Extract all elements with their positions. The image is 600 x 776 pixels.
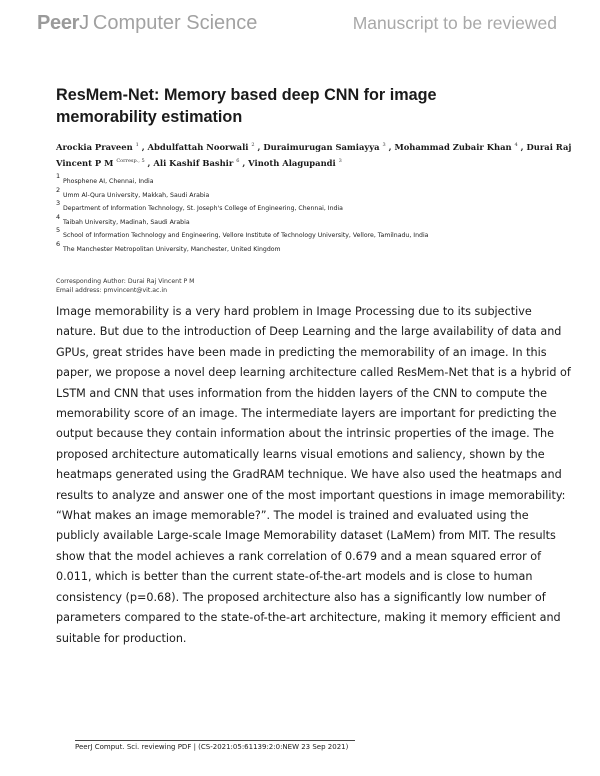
corresponding-author-block xyxy=(56,278,195,295)
author-separator: , xyxy=(257,142,264,152)
footer-divider xyxy=(75,740,355,741)
author-list xyxy=(56,138,576,170)
affiliation-number: 1 xyxy=(56,172,61,180)
review-status: Manuscript to be reviewed xyxy=(352,12,557,33)
author-name[interactable]: Abdulfattah Noorwali xyxy=(147,142,249,152)
journal-name: Computer Science xyxy=(92,11,258,34)
affiliation-number: 2 xyxy=(56,185,61,194)
author-name[interactable]: Durai Raj Vincent P M xyxy=(56,142,572,168)
affiliation-number: 3 xyxy=(56,199,61,207)
author-affiliation-ref: 3 xyxy=(382,142,386,148)
author-separator: , xyxy=(141,142,148,152)
author-name[interactable]: Arockia Praveen xyxy=(56,142,133,152)
author-name[interactable]: Mohammad Zubair Khan xyxy=(394,142,512,152)
affiliation-text: Phosphene AI, Chennai, India xyxy=(63,178,154,185)
author-separator: , xyxy=(388,142,395,152)
affiliation-item xyxy=(56,201,576,215)
author-separator: , xyxy=(242,158,249,168)
author-name[interactable]: Ali Kashif Bashir xyxy=(153,158,234,168)
corresponding-author: Corresponding Author: Durai Raj Vincent P M xyxy=(56,278,195,285)
affiliation-item xyxy=(56,212,576,229)
affiliation-number: 6 xyxy=(56,239,61,248)
corresponding-email[interactable]: Email address: pmvincent@vit.ac.in xyxy=(56,286,168,294)
author-affiliation-ref: 3 xyxy=(338,158,342,164)
page-header xyxy=(37,8,557,38)
author-name[interactable]: Vinoth Alagupandi xyxy=(248,158,336,168)
affiliation-text: School of Information Technology and Engineering, Vellore Institute of Technology University, Vellore, Tamilnadu, India xyxy=(63,232,429,239)
affiliation-text: The Manchester Metropolitan University, Manchester, United Kingdom xyxy=(63,245,281,253)
affiliation-text: Taibah University, Madinah, Saudi Arabia xyxy=(63,218,190,226)
affiliation-item xyxy=(56,239,576,256)
author-affiliation-ref: 2 xyxy=(251,142,255,148)
affiliation-number: 5 xyxy=(56,226,61,234)
affiliation-text: Department of Information Technology, St. Joseph's College of Engineering, Chennai, India xyxy=(63,205,343,212)
affiliation-item xyxy=(56,228,576,242)
page-footer xyxy=(75,740,355,751)
affiliation-text: Umm Al-Qura University, Makkah, Saudi Arabia xyxy=(63,191,210,199)
affiliation-item xyxy=(56,174,576,188)
author-separator: , xyxy=(147,158,154,168)
author-separator: , xyxy=(520,142,527,152)
paper-title: ResMem-Net: Memory based deep CNN for image memorability estimation xyxy=(56,86,437,126)
author-affiliation-ref: Corresp., 5 xyxy=(116,158,145,164)
abstract-text: Image memorability is a very hard problem in Image Processing due to its subjective nature. But due to the introduction of Deep Learning and the large availability of data and GPUs, great strides have been made in predicting the memorability of an image. In this paper, we propose a novel deep learning architecture called ResMem-Net that is a hybrid of LSTM and CNN that uses information from the hidden layers of the CNN to compute the memorability score of an image. The intermediate layers are important for predicting the output because they contain information about the intrinsic properties of the image. The proposed architecture automatically learns visual emotions and saliency, shown by the heatmaps generated using the GradRAM technique. We have also used the heatmaps and results to analyze and answer one of the most important questions in image memorability: “What makes an image memorable?”. The model is trained and evaluated using the publicly available Large-scale Image Memorability dataset (LaMem) from MIT. The results show that the model achieves a rank correlation of 0.679 and a mean squared error of 0.011, which is better than the current state-of-the-art models and is close to human consistency (p=0.68). The proposed architecture also has a significantly low number of parameters compared to the state-of-the-art architecture, making it memory efficient and suitable for production. xyxy=(56,305,571,645)
journal-brand xyxy=(37,12,257,35)
author-affiliation-ref: 6 xyxy=(236,158,240,164)
author-affiliation-ref: 1 xyxy=(135,142,139,148)
footer-text: PeerJ Comput. Sci. reviewing PDF | (CS-2021:05:61139:2:0:NEW 23 Sep 2021) xyxy=(75,743,349,751)
affiliation-number: 4 xyxy=(56,212,61,221)
affiliation-list xyxy=(56,174,576,255)
author-name[interactable]: Duraimurugan Samiayya xyxy=(263,142,380,152)
affiliation-item xyxy=(56,185,576,202)
peerj-logo: PeerJ xyxy=(37,11,89,34)
author-affiliation-ref: 4 xyxy=(514,142,518,148)
